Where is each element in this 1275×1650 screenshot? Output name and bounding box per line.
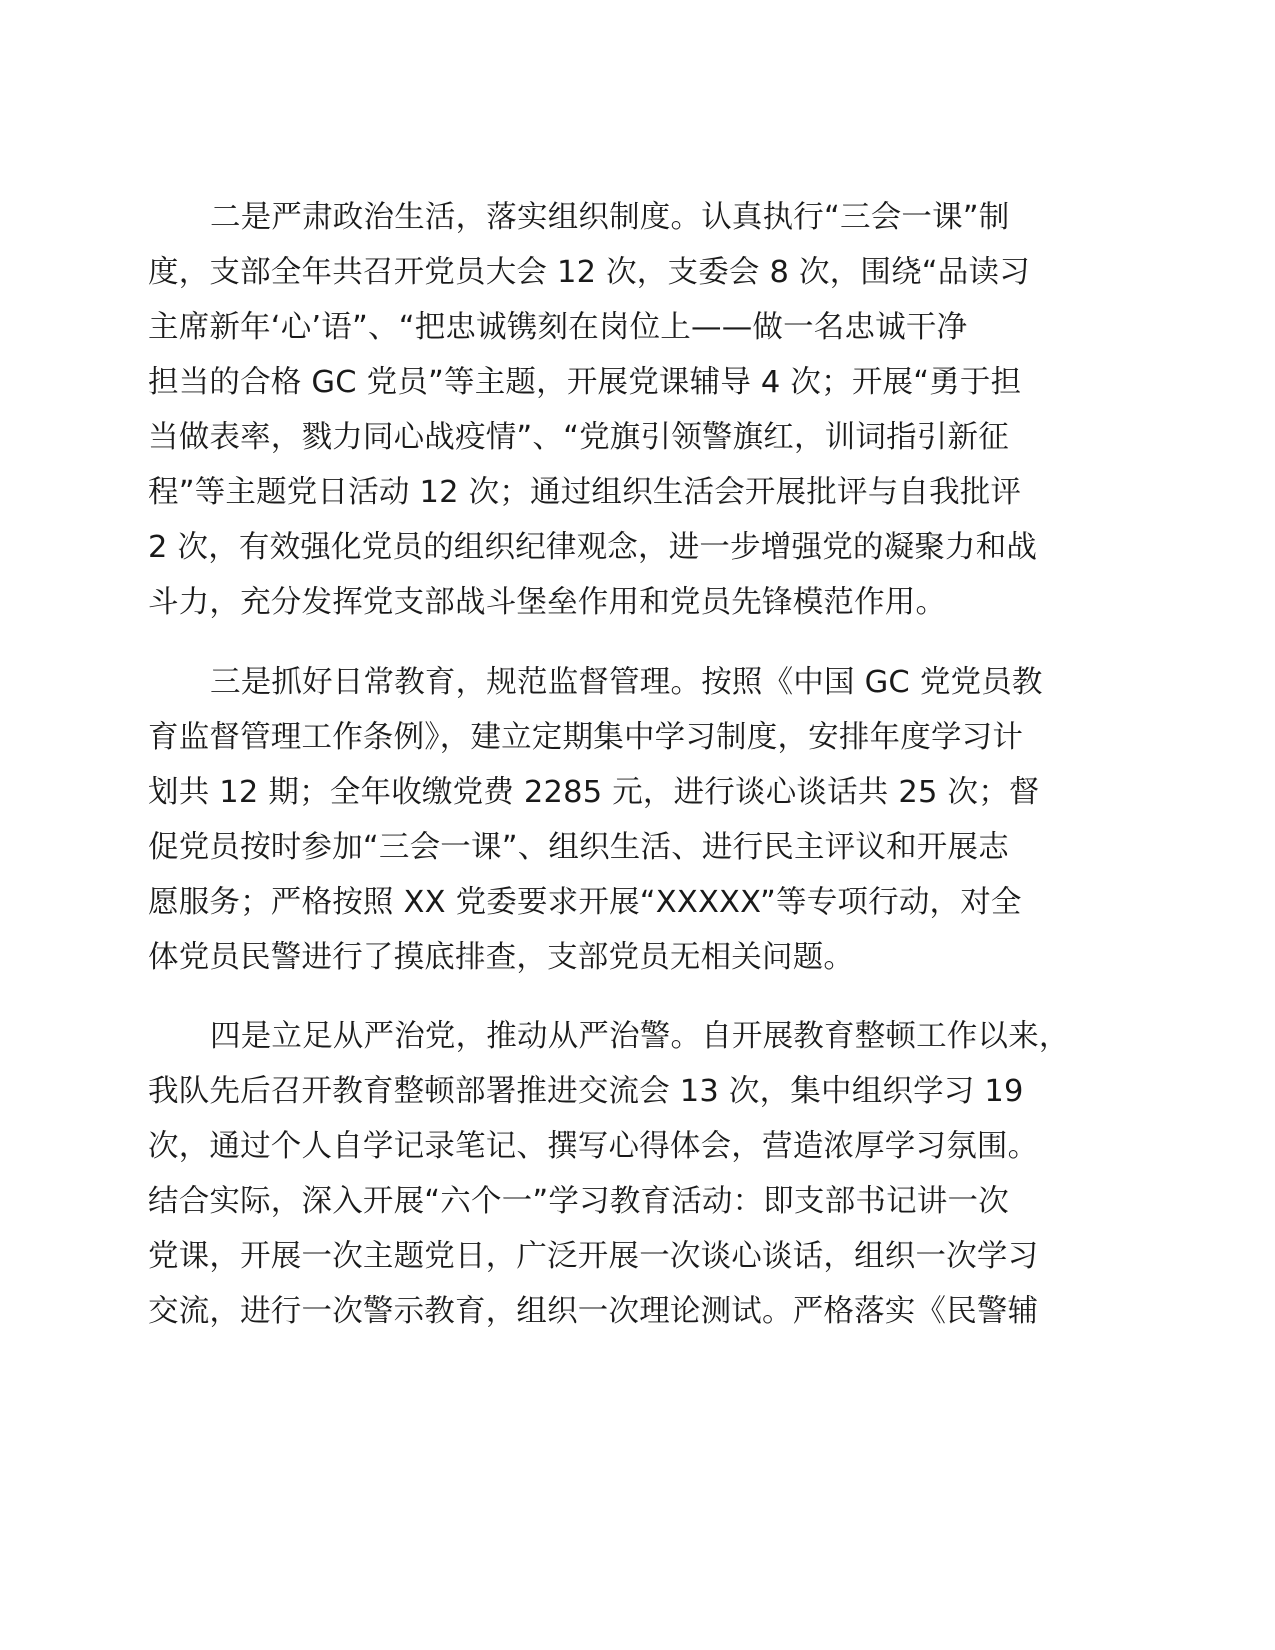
paragraph-line: 我队先后召开教育整顿部署推进交流会 13 次，集中组织学习 19 [148, 1074, 1024, 1109]
paragraph-line: 划共 12 期；全年收缴党费 2285 元，进行谈心谈话共 25 次；督 [148, 775, 1040, 810]
paragraph-line: 体党员民警进行了摸底排查，支部党员无相关问题。 [148, 940, 855, 975]
paragraph-line: 四是立足从严治党，推动从严治警。自开展教育整顿工作以来， [210, 1019, 1070, 1054]
paragraph-line: 结合实际，深入开展“六个一”学习教育活动：即支部书记讲一次 [148, 1184, 1009, 1219]
paragraph-line: 程”等主题党日活动 12 次；通过组织生活会开展批评与自我批评 [148, 475, 1022, 510]
paragraph-line: 次，通过个人自学记录笔记、撰写心得体会，营造浓厚学习氛围。 [148, 1129, 1039, 1164]
paragraph-line: 育监督管理工作条例》，建立定期集中学习制度，安排年度学习计 [148, 720, 1024, 755]
paragraph-line: 斗力，充分发挥党支部战斗堡垒作用和党员先锋模范作用。 [148, 585, 947, 620]
paragraph-line: 担当的合格 GC 党员”等主题，开展党课辅导 4 次；开展“勇于担 [148, 365, 1022, 400]
paragraph-line: 2 次，有效强化党员的组织纪律观念，进一步增强党的凝聚力和战 [148, 530, 1038, 565]
paragraph-line: 主席新年‘心’语”、“把忠诚镌刻在岗位上——做一名忠诚干净 [148, 310, 968, 345]
paragraph-line: 二是严肃政治生活，落实组织制度。认真执行“三会一课”制 [210, 200, 1010, 235]
paragraph-line: 三是抓好日常教育，规范监督管理。按照《中国 GC 党党员教 [210, 665, 1043, 700]
paragraph-line: 当做表率，戮力同心战疫情”、“党旗引领警旗红，训词指引新征 [148, 420, 1009, 455]
paragraph-line: 交流，进行一次警示教育，组织一次理论测试。严格落实《民警辅 [148, 1294, 1039, 1329]
paragraph-line: 党课，开展一次主题党日，广泛开展一次谈心谈话，组织一次学习 [148, 1239, 1039, 1274]
paragraph-line: 度，支部全年共召开党员大会 12 次，支委会 8 次，围绕“品读习 [148, 255, 1030, 290]
paragraph-line: 促党员按时参加“三会一课”、组织生活、进行民主评议和开展志 [148, 830, 1009, 865]
paragraph-line: 愿服务；严格按照 XX 党委要求开展“XXXXX”等专项行动，对全 [148, 885, 1022, 920]
